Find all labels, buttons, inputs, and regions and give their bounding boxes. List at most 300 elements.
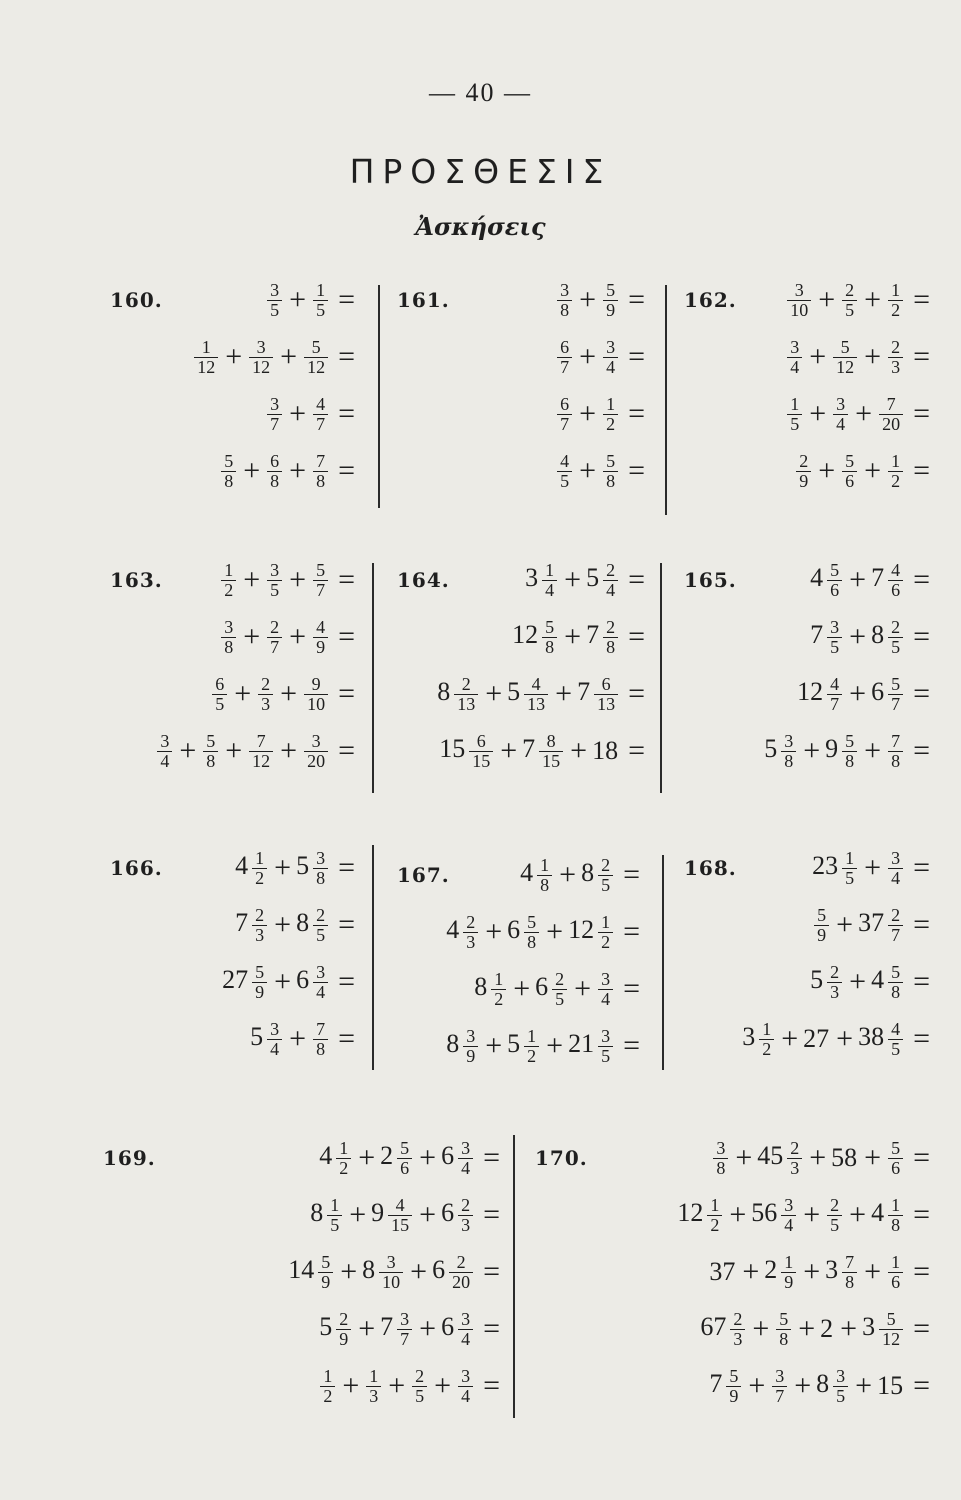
plus-sign: + bbox=[485, 1029, 503, 1062]
denominator: 9 bbox=[603, 300, 618, 320]
equation-row bbox=[505, 270, 645, 330]
fraction bbox=[397, 1310, 412, 1349]
equation-row bbox=[474, 959, 640, 1019]
denominator: 5 bbox=[888, 637, 903, 657]
plus-sign: + bbox=[243, 620, 261, 653]
term bbox=[296, 963, 330, 1002]
denominator: 4 bbox=[787, 357, 802, 377]
term bbox=[222, 963, 269, 1002]
fraction bbox=[557, 395, 572, 434]
whole-number: 5 bbox=[810, 964, 824, 994]
denominator: 15 bbox=[388, 1215, 412, 1235]
whole-number: 37 bbox=[858, 907, 885, 937]
equation-row bbox=[120, 550, 355, 610]
whole-number: 6 bbox=[432, 1254, 446, 1284]
whole-number: 58 bbox=[831, 1143, 858, 1172]
numerator: 7 bbox=[316, 1018, 326, 1039]
denominator: 12 bbox=[304, 357, 328, 377]
term bbox=[886, 452, 905, 491]
equals-sign: = bbox=[913, 734, 930, 767]
denominator: 7 bbox=[827, 694, 842, 714]
whole-number: 7 bbox=[235, 907, 249, 937]
term bbox=[380, 1310, 414, 1349]
denominator: 15 bbox=[469, 751, 493, 771]
numerator: 2 bbox=[456, 1251, 466, 1272]
column-divider bbox=[372, 845, 374, 1070]
plus-sign: + bbox=[546, 1029, 564, 1062]
exercise-number: 163. bbox=[110, 568, 163, 592]
numerator: 3 bbox=[606, 336, 616, 357]
numerator: 4 bbox=[395, 1194, 405, 1215]
plus-sign: + bbox=[849, 563, 867, 596]
term bbox=[555, 338, 574, 377]
denominator: 4 bbox=[267, 1039, 282, 1059]
term bbox=[831, 395, 850, 434]
numerator: 4 bbox=[316, 393, 326, 414]
numerator: 6 bbox=[476, 730, 486, 751]
plus-sign: + bbox=[729, 1198, 747, 1231]
fraction bbox=[730, 1310, 745, 1349]
fraction bbox=[787, 395, 802, 434]
plus-sign: + bbox=[564, 620, 582, 653]
fraction bbox=[313, 963, 328, 1002]
fraction bbox=[313, 281, 328, 320]
term bbox=[371, 1196, 414, 1235]
fraction bbox=[258, 675, 273, 714]
plus-sign: + bbox=[864, 851, 882, 884]
fraction bbox=[304, 338, 328, 377]
numerator: 2 bbox=[601, 854, 611, 875]
fraction bbox=[304, 732, 328, 771]
term bbox=[601, 281, 620, 320]
numerator: 4 bbox=[891, 559, 901, 580]
equals-sign: = bbox=[483, 1369, 500, 1402]
fraction bbox=[888, 452, 903, 491]
plus-sign: + bbox=[798, 1312, 816, 1345]
equals-sign: = bbox=[913, 563, 930, 596]
numerator: 6 bbox=[215, 673, 225, 694]
fraction bbox=[524, 1027, 539, 1066]
plus-sign: + bbox=[485, 677, 503, 710]
denominator: 5 bbox=[787, 414, 802, 434]
term bbox=[764, 1253, 798, 1292]
term bbox=[265, 281, 284, 320]
plus-sign: + bbox=[500, 734, 518, 767]
denominator: 8 bbox=[203, 751, 218, 771]
plus-sign: + bbox=[419, 1141, 437, 1174]
equation-row bbox=[505, 441, 645, 501]
equals-sign: = bbox=[628, 340, 645, 373]
denominator: 7 bbox=[772, 1386, 787, 1406]
denominator: 8 bbox=[713, 1158, 728, 1178]
term bbox=[311, 281, 330, 320]
term bbox=[886, 1253, 905, 1292]
term bbox=[456, 1367, 475, 1406]
numerator: 7 bbox=[886, 393, 896, 414]
denominator: 5 bbox=[412, 1386, 427, 1406]
denominator: 13 bbox=[524, 694, 548, 714]
term bbox=[210, 675, 229, 714]
numerator: 3 bbox=[601, 968, 611, 989]
plus-sign: + bbox=[410, 1255, 428, 1288]
plus-sign: + bbox=[855, 1369, 873, 1402]
numerator: 2 bbox=[845, 279, 855, 300]
equation-row bbox=[792, 270, 930, 330]
fraction bbox=[221, 561, 236, 600]
numerator: 2 bbox=[830, 1194, 840, 1215]
equation-row bbox=[792, 952, 930, 1012]
term bbox=[555, 395, 574, 434]
fraction bbox=[157, 732, 172, 771]
term bbox=[742, 1020, 776, 1059]
equation-row bbox=[792, 607, 930, 667]
column-divider bbox=[513, 1135, 515, 1418]
denominator: 7 bbox=[313, 414, 328, 434]
equation-row bbox=[120, 838, 355, 898]
term bbox=[247, 732, 275, 771]
equation-row bbox=[792, 327, 930, 387]
equals-sign: = bbox=[913, 283, 930, 316]
fraction bbox=[787, 1139, 802, 1178]
denominator: 12 bbox=[194, 357, 218, 377]
numerator: 4 bbox=[531, 673, 541, 694]
fraction bbox=[781, 732, 796, 771]
term bbox=[810, 618, 844, 657]
numerator: 5 bbox=[830, 559, 840, 580]
fraction bbox=[888, 1253, 903, 1292]
whole-number: 27 bbox=[222, 964, 249, 994]
whole-number: 9 bbox=[825, 733, 839, 763]
plus-sign: + bbox=[579, 454, 597, 487]
whole-number: 14 bbox=[288, 1254, 315, 1284]
term bbox=[507, 913, 541, 952]
plus-sign: + bbox=[485, 915, 503, 948]
denominator: 5 bbox=[212, 694, 227, 714]
plus-sign: + bbox=[818, 283, 836, 316]
denominator: 5 bbox=[557, 471, 572, 491]
fraction bbox=[252, 963, 267, 1002]
whole-number: 6 bbox=[441, 1140, 455, 1170]
fraction bbox=[888, 561, 903, 600]
denominator: 20 bbox=[304, 751, 328, 771]
whole-number: 3 bbox=[742, 1021, 756, 1051]
plus-sign: + bbox=[419, 1198, 437, 1231]
whole-number: 6 bbox=[441, 1311, 455, 1341]
plus-sign: + bbox=[849, 1198, 867, 1231]
term bbox=[770, 1367, 789, 1406]
denominator: 2 bbox=[759, 1039, 774, 1059]
whole-number: 6 bbox=[535, 971, 549, 1001]
term bbox=[751, 1196, 798, 1235]
term bbox=[709, 1257, 737, 1287]
denominator: 6 bbox=[397, 1158, 412, 1178]
equals-sign: = bbox=[338, 734, 355, 767]
term bbox=[709, 1367, 743, 1406]
term bbox=[235, 906, 269, 945]
term bbox=[764, 732, 798, 771]
plus-sign: + bbox=[864, 1255, 882, 1288]
fraction bbox=[888, 618, 903, 657]
denominator: 4 bbox=[542, 580, 557, 600]
fraction bbox=[888, 338, 903, 377]
fraction bbox=[888, 281, 903, 320]
numerator: 6 bbox=[560, 336, 570, 357]
whole-number: 4 bbox=[446, 914, 460, 944]
denominator: 5 bbox=[313, 300, 328, 320]
term bbox=[858, 906, 905, 945]
numerator: 3 bbox=[386, 1251, 396, 1272]
plus-sign: + bbox=[579, 397, 597, 430]
denominator: 9 bbox=[781, 1272, 796, 1292]
equation-row bbox=[792, 838, 930, 898]
denominator: 3 bbox=[730, 1329, 745, 1349]
equals-sign: = bbox=[628, 677, 645, 710]
fraction bbox=[888, 1139, 903, 1178]
denominator: 5 bbox=[598, 1046, 613, 1066]
numerator: 2 bbox=[733, 1308, 743, 1329]
fraction bbox=[603, 281, 618, 320]
whole-number: 4 bbox=[520, 857, 534, 887]
fraction bbox=[267, 452, 282, 491]
term bbox=[525, 561, 559, 600]
denominator: 5 bbox=[888, 1039, 903, 1059]
numerator: 2 bbox=[606, 616, 616, 637]
denominator: 2 bbox=[707, 1215, 722, 1235]
numerator: 3 bbox=[461, 1137, 471, 1158]
numerator: 5 bbox=[311, 336, 321, 357]
term bbox=[555, 452, 574, 491]
plus-sign: + bbox=[546, 915, 564, 948]
denominator: 6 bbox=[827, 580, 842, 600]
denominator: 4 bbox=[603, 357, 618, 377]
fraction bbox=[212, 675, 227, 714]
term bbox=[797, 675, 844, 714]
whole-number: 7 bbox=[586, 619, 600, 649]
denominator: 2 bbox=[888, 300, 903, 320]
fraction bbox=[772, 1367, 787, 1406]
denominator: 3 bbox=[458, 1215, 473, 1235]
term bbox=[586, 561, 620, 600]
plus-sign: + bbox=[234, 677, 252, 710]
whole-number: 15 bbox=[877, 1371, 904, 1400]
plus-sign: + bbox=[570, 734, 588, 767]
numerator: 1 bbox=[845, 847, 855, 868]
fraction bbox=[603, 338, 618, 377]
equation-row bbox=[185, 1128, 500, 1188]
fraction bbox=[412, 1367, 427, 1406]
whole-number: 3 bbox=[525, 562, 539, 592]
equals-sign: = bbox=[913, 620, 930, 653]
numerator: 3 bbox=[270, 279, 280, 300]
plus-sign: + bbox=[574, 972, 592, 1005]
fraction bbox=[397, 1139, 412, 1178]
plus-sign: + bbox=[803, 734, 821, 767]
fraction bbox=[713, 1139, 728, 1178]
fraction bbox=[249, 338, 273, 377]
denominator: 4 bbox=[781, 1215, 796, 1235]
denominator: 4 bbox=[458, 1158, 473, 1178]
fraction bbox=[304, 675, 328, 714]
plus-sign: + bbox=[579, 283, 597, 316]
plus-sign: + bbox=[513, 972, 531, 1005]
equals-sign: = bbox=[623, 972, 640, 1005]
exercise-number: 161. bbox=[397, 288, 450, 312]
whole-number: 6 bbox=[296, 964, 310, 994]
term bbox=[437, 675, 480, 714]
term bbox=[441, 1310, 475, 1349]
numerator: 2 bbox=[606, 559, 616, 580]
term bbox=[319, 1310, 353, 1349]
term bbox=[785, 338, 804, 377]
whole-number: 7 bbox=[810, 619, 824, 649]
denominator: 2 bbox=[221, 580, 236, 600]
numerator: 1 bbox=[606, 393, 616, 414]
numerator: 5 bbox=[891, 1137, 901, 1158]
equals-sign: = bbox=[913, 1141, 930, 1174]
equals-sign: = bbox=[338, 563, 355, 596]
equals-sign: = bbox=[338, 620, 355, 653]
whole-number: 21 bbox=[568, 1028, 595, 1058]
numerator: 1 bbox=[323, 1365, 333, 1386]
denominator: 3 bbox=[787, 1158, 802, 1178]
exercise-number: 169. bbox=[103, 1146, 156, 1170]
fraction bbox=[320, 1367, 335, 1406]
denominator: 9 bbox=[463, 1046, 478, 1066]
whole-number: 5 bbox=[764, 733, 778, 763]
term bbox=[886, 338, 905, 377]
numerator: 3 bbox=[316, 961, 326, 982]
denominator: 5 bbox=[827, 637, 842, 657]
whole-number: 5 bbox=[507, 1028, 521, 1058]
plus-sign: + bbox=[559, 858, 577, 891]
fraction bbox=[726, 1367, 741, 1406]
whole-number: 12 bbox=[568, 914, 595, 944]
denominator: 2 bbox=[598, 932, 613, 952]
plus-sign: + bbox=[849, 677, 867, 710]
term bbox=[302, 675, 330, 714]
denominator: 9 bbox=[796, 471, 811, 491]
plus-sign: + bbox=[836, 1022, 854, 1055]
numerator: 5 bbox=[845, 450, 855, 471]
plus-sign: + bbox=[289, 563, 307, 596]
fraction bbox=[267, 281, 282, 320]
equals-sign: = bbox=[628, 734, 645, 767]
denominator: 5 bbox=[267, 300, 282, 320]
term bbox=[794, 452, 813, 491]
term bbox=[235, 849, 269, 888]
term bbox=[803, 1024, 831, 1054]
denominator: 3 bbox=[827, 982, 842, 1002]
numerator: 4 bbox=[560, 450, 570, 471]
whole-number: 2 bbox=[380, 1140, 394, 1170]
numerator: 3 bbox=[601, 1025, 611, 1046]
denominator: 8 bbox=[776, 1329, 791, 1349]
term bbox=[711, 1139, 730, 1178]
equals-sign: = bbox=[913, 1022, 930, 1055]
fraction bbox=[491, 970, 506, 1009]
whole-number: 8 bbox=[437, 676, 451, 706]
term bbox=[520, 856, 554, 895]
whole-number: 7 bbox=[871, 562, 885, 592]
term bbox=[825, 1196, 844, 1235]
plus-sign: + bbox=[434, 1369, 452, 1402]
numerator: 3 bbox=[224, 616, 234, 637]
fraction bbox=[249, 732, 273, 771]
numerator: 5 bbox=[527, 911, 537, 932]
term bbox=[586, 618, 620, 657]
whole-number: 4 bbox=[319, 1140, 333, 1170]
denominator: 5 bbox=[827, 1215, 842, 1235]
fraction bbox=[827, 561, 842, 600]
equals-sign: = bbox=[338, 677, 355, 710]
numerator: 2 bbox=[790, 1137, 800, 1158]
equation-row bbox=[610, 1299, 930, 1359]
plus-sign: + bbox=[735, 1141, 753, 1174]
term bbox=[877, 1371, 905, 1401]
denominator: 8 bbox=[603, 471, 618, 491]
plus-sign: + bbox=[809, 340, 827, 373]
numerator: 3 bbox=[256, 336, 266, 357]
plus-sign: + bbox=[564, 563, 582, 596]
numerator: 1 bbox=[255, 847, 265, 868]
plus-sign: + bbox=[388, 1369, 406, 1402]
denominator: 2 bbox=[320, 1386, 335, 1406]
equals-sign: = bbox=[628, 563, 645, 596]
numerator: 1 bbox=[316, 279, 326, 300]
whole-number: 8 bbox=[446, 1028, 460, 1058]
fraction bbox=[552, 970, 567, 1009]
fraction bbox=[221, 452, 236, 491]
denominator: 8 bbox=[888, 982, 903, 1002]
equation-row bbox=[505, 845, 640, 905]
term bbox=[871, 561, 905, 600]
equals-sign: = bbox=[628, 454, 645, 487]
term bbox=[311, 395, 330, 434]
fraction bbox=[313, 561, 328, 600]
numerator: 5 bbox=[224, 450, 234, 471]
whole-number: 4 bbox=[235, 850, 249, 880]
numerator: 8 bbox=[546, 730, 556, 751]
denominator: 5 bbox=[842, 868, 857, 888]
denominator: 9 bbox=[814, 925, 829, 945]
plus-sign: + bbox=[794, 1369, 812, 1402]
denominator: 7 bbox=[267, 414, 282, 434]
equals-sign: = bbox=[338, 908, 355, 941]
denominator: 4 bbox=[458, 1329, 473, 1349]
equation-row bbox=[446, 1016, 640, 1076]
fraction bbox=[598, 1027, 613, 1066]
equation-row bbox=[505, 607, 645, 667]
numerator: 7 bbox=[845, 1251, 855, 1272]
plus-sign: + bbox=[349, 1198, 367, 1231]
term bbox=[362, 1253, 405, 1292]
equation-row bbox=[792, 550, 930, 610]
term bbox=[474, 970, 508, 1009]
term bbox=[512, 618, 559, 657]
plus-sign: + bbox=[849, 965, 867, 998]
term bbox=[812, 849, 859, 888]
whole-number: 6 bbox=[507, 914, 521, 944]
column-divider bbox=[378, 285, 380, 508]
numerator: 3 bbox=[270, 1018, 280, 1039]
denominator: 6 bbox=[842, 471, 857, 491]
plus-sign: + bbox=[849, 620, 867, 653]
plus-sign: + bbox=[742, 1255, 760, 1288]
numerator: 1 bbox=[891, 450, 901, 471]
denominator: 2 bbox=[524, 1046, 539, 1066]
term bbox=[296, 906, 330, 945]
whole-number: 8 bbox=[474, 971, 488, 1001]
